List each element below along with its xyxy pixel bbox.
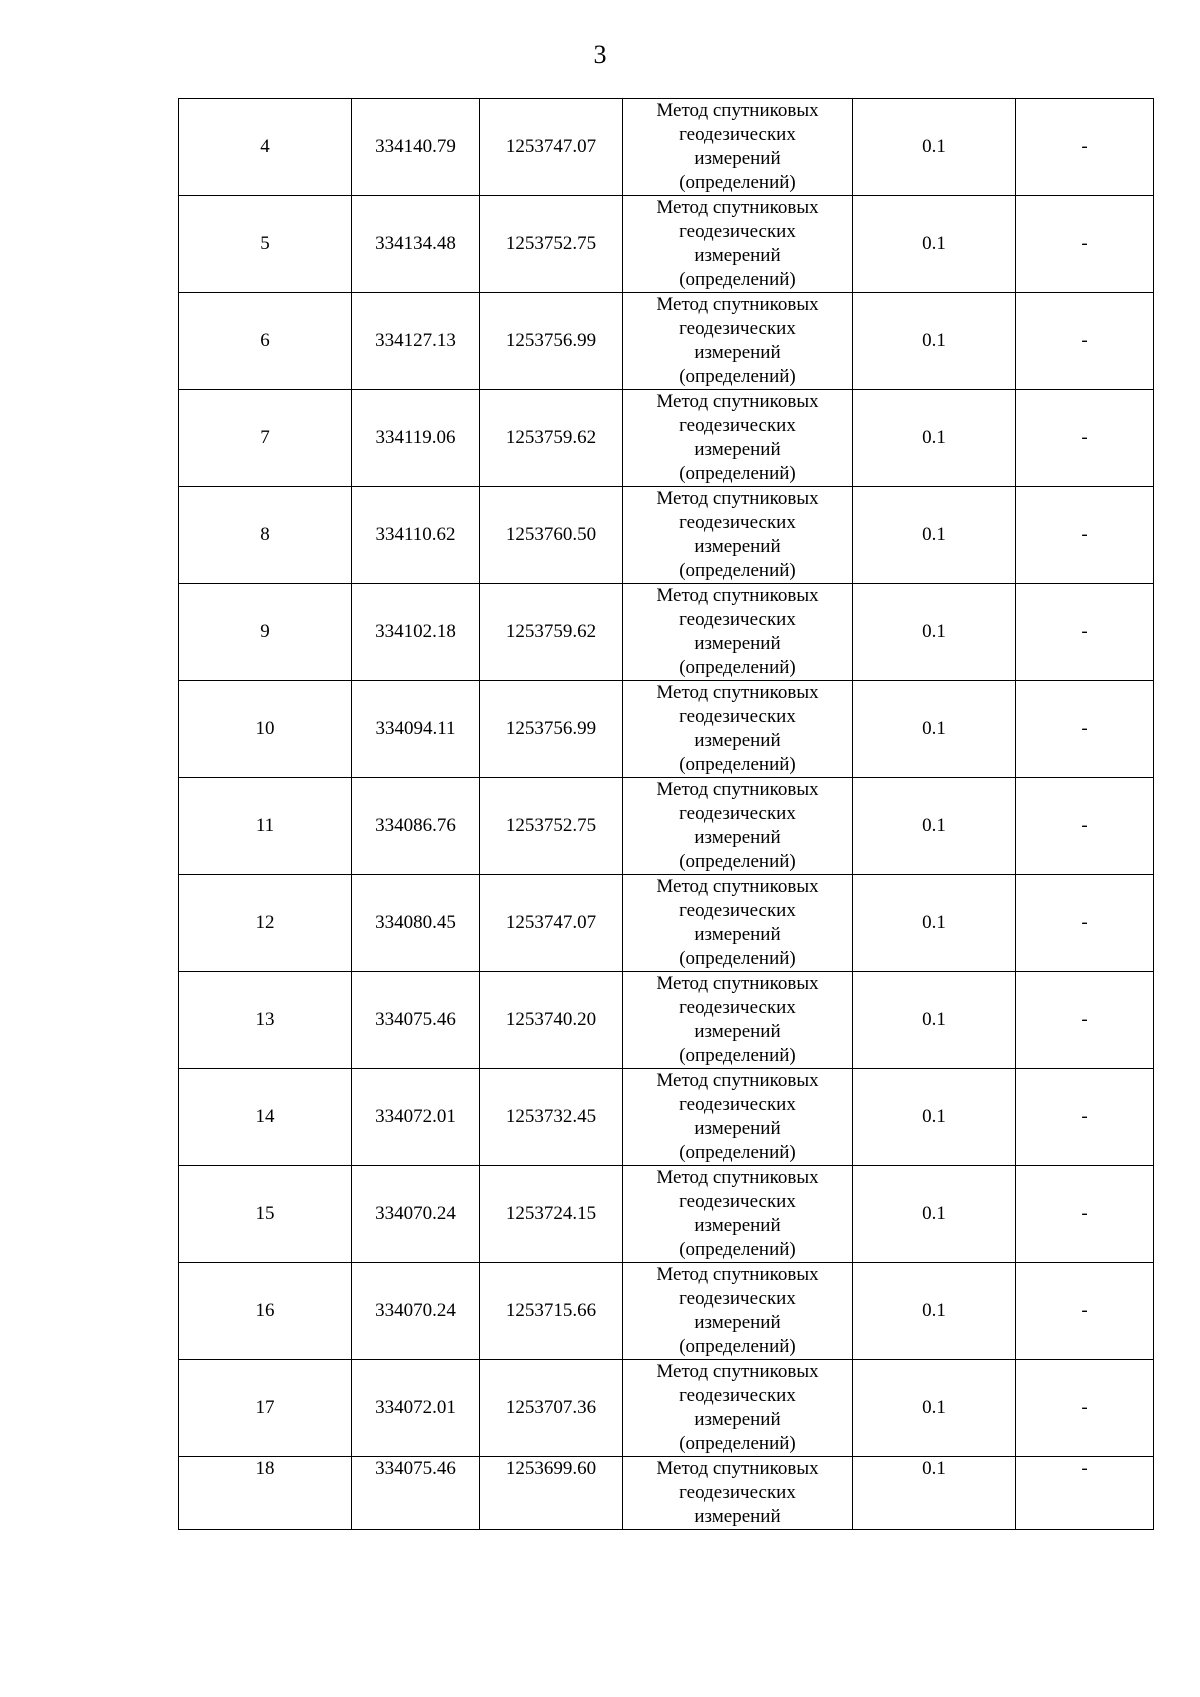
method-line: геодезических <box>679 1094 796 1115</box>
method-line: геодезических <box>679 1385 796 1406</box>
point-number-cell: 14 <box>179 1069 352 1166</box>
method-line: измерений <box>694 536 781 557</box>
point-number-cell: 16 <box>179 1263 352 1360</box>
point-number-cell: 13 <box>179 972 352 1069</box>
method-line: Метод спутниковых <box>656 1458 819 1479</box>
note-cell: - <box>1016 1360 1154 1457</box>
x-coordinate-cell: 334140.79 <box>352 99 480 196</box>
method-line: (определений) <box>679 560 796 581</box>
point-number-cell: 12 <box>179 875 352 972</box>
method-line: Метод спутниковых <box>656 876 819 897</box>
method-line: геодезических <box>679 706 796 727</box>
y-coordinate-cell: 1253756.99 <box>480 681 623 778</box>
method-line: (определений) <box>679 172 796 193</box>
method-cell <box>623 1457 853 1530</box>
x-coordinate-cell: 334094.11 <box>352 681 480 778</box>
note-cell: - <box>1016 487 1154 584</box>
y-coordinate-cell: 1253756.99 <box>480 293 623 390</box>
x-coordinate-cell: 334102.18 <box>352 584 480 681</box>
x-coordinate-cell: 334110.62 <box>352 487 480 584</box>
page-number: 3 <box>593 40 607 69</box>
method-line: измерений <box>694 730 781 751</box>
point-number-cell: 18 <box>179 1457 352 1530</box>
method-line: геодезических <box>679 1191 796 1212</box>
note-cell: - <box>1016 390 1154 487</box>
method-cell <box>623 293 853 390</box>
accuracy-cell: 0.1 <box>853 487 1016 584</box>
y-coordinate-cell: 1253707.36 <box>480 1360 623 1457</box>
table-row <box>179 972 1154 1069</box>
y-coordinate-cell: 1253759.62 <box>480 584 623 681</box>
point-number-cell: 15 <box>179 1166 352 1263</box>
table-row <box>179 99 1154 196</box>
method-line: (определений) <box>679 851 796 872</box>
method-line: Метод спутниковых <box>656 585 819 606</box>
method-line: геодезических <box>679 512 796 533</box>
y-coordinate-cell: 1253760.50 <box>480 487 623 584</box>
method-line: геодезических <box>679 415 796 436</box>
table-row <box>179 1457 1154 1530</box>
table-row <box>179 1263 1154 1360</box>
accuracy-cell: 0.1 <box>853 293 1016 390</box>
method-line: измерений <box>694 1118 781 1139</box>
note-cell: - <box>1016 99 1154 196</box>
table-body <box>179 99 1154 1530</box>
x-coordinate-cell: 334075.46 <box>352 972 480 1069</box>
method-cell <box>623 972 853 1069</box>
method-line: геодезических <box>679 609 796 630</box>
table-row <box>179 1360 1154 1457</box>
note-cell: - <box>1016 1457 1154 1530</box>
method-line: Метод спутниковых <box>656 1070 819 1091</box>
method-line: измерений <box>694 148 781 169</box>
method-line: измерений <box>694 827 781 848</box>
method-line: Метод спутниковых <box>656 1361 819 1382</box>
y-coordinate-cell: 1253747.07 <box>480 875 623 972</box>
method-line: (определений) <box>679 463 796 484</box>
method-line: (определений) <box>679 366 796 387</box>
point-number-cell: 11 <box>179 778 352 875</box>
x-coordinate-cell: 334127.13 <box>352 293 480 390</box>
note-cell: - <box>1016 778 1154 875</box>
method-line: Метод спутниковых <box>656 973 819 994</box>
x-coordinate-cell: 334070.24 <box>352 1166 480 1263</box>
accuracy-cell: 0.1 <box>853 196 1016 293</box>
y-coordinate-cell: 1253699.60 <box>480 1457 623 1530</box>
table-row <box>179 487 1154 584</box>
method-cell <box>623 875 853 972</box>
note-cell: - <box>1016 1069 1154 1166</box>
point-number-cell: 10 <box>179 681 352 778</box>
x-coordinate-cell: 334072.01 <box>352 1360 480 1457</box>
method-line: измерений <box>694 1409 781 1430</box>
x-coordinate-cell: 334119.06 <box>352 390 480 487</box>
method-line: (определений) <box>679 1045 796 1066</box>
point-number-cell: 9 <box>179 584 352 681</box>
method-line: Метод спутниковых <box>656 779 819 800</box>
method-cell <box>623 99 853 196</box>
point-number-cell: 7 <box>179 390 352 487</box>
table-row <box>179 584 1154 681</box>
x-coordinate-cell: 334080.45 <box>352 875 480 972</box>
y-coordinate-cell: 1253732.45 <box>480 1069 623 1166</box>
y-coordinate-cell: 1253740.20 <box>480 972 623 1069</box>
x-coordinate-cell: 334072.01 <box>352 1069 480 1166</box>
method-line: Метод спутниковых <box>656 488 819 509</box>
method-line: (определений) <box>679 1239 796 1260</box>
note-cell: - <box>1016 972 1154 1069</box>
method-line: геодезических <box>679 1288 796 1309</box>
method-line: (определений) <box>679 1336 796 1357</box>
x-coordinate-cell: 334086.76 <box>352 778 480 875</box>
method-line: геодезических <box>679 124 796 145</box>
method-line: (определений) <box>679 269 796 290</box>
table-row <box>179 875 1154 972</box>
point-number-cell: 17 <box>179 1360 352 1457</box>
method-line: (определений) <box>679 1142 796 1163</box>
note-cell: - <box>1016 584 1154 681</box>
method-cell <box>623 1166 853 1263</box>
method-line: измерений <box>694 439 781 460</box>
method-line: геодезических <box>679 318 796 339</box>
method-cell <box>623 1069 853 1166</box>
method-line: измерений <box>694 1215 781 1236</box>
table-row <box>179 390 1154 487</box>
note-cell: - <box>1016 293 1154 390</box>
method-line: измерений <box>694 1312 781 1333</box>
method-line: геодезических <box>679 900 796 921</box>
method-line: геодезических <box>679 803 796 824</box>
accuracy-cell: 0.1 <box>853 1360 1016 1457</box>
method-cell <box>623 390 853 487</box>
point-number-cell: 6 <box>179 293 352 390</box>
y-coordinate-cell: 1253724.15 <box>480 1166 623 1263</box>
method-line: Метод спутниковых <box>656 294 819 315</box>
accuracy-cell: 0.1 <box>853 972 1016 1069</box>
method-cell <box>623 681 853 778</box>
method-line: (определений) <box>679 657 796 678</box>
point-number-cell: 5 <box>179 196 352 293</box>
method-cell <box>623 487 853 584</box>
point-number-cell: 8 <box>179 487 352 584</box>
method-line: Метод спутниковых <box>656 197 819 218</box>
method-line: измерений <box>694 1021 781 1042</box>
y-coordinate-cell: 1253715.66 <box>480 1263 623 1360</box>
method-line: (определений) <box>679 1433 796 1454</box>
accuracy-cell: 0.1 <box>853 681 1016 778</box>
method-line: измерений <box>694 245 781 266</box>
method-line: геодезических <box>679 221 796 242</box>
table-row <box>179 1069 1154 1166</box>
method-cell <box>623 1360 853 1457</box>
note-cell: - <box>1016 196 1154 293</box>
method-line: Метод спутниковых <box>656 100 819 121</box>
method-line: (определений) <box>679 948 796 969</box>
method-line: измерений <box>694 1506 781 1527</box>
method-line: (определений) <box>679 754 796 775</box>
accuracy-cell: 0.1 <box>853 1166 1016 1263</box>
x-coordinate-cell: 334075.46 <box>352 1457 480 1530</box>
method-line: измерений <box>694 342 781 363</box>
method-line: Метод спутниковых <box>656 391 819 412</box>
y-coordinate-cell: 1253759.62 <box>480 390 623 487</box>
note-cell: - <box>1016 681 1154 778</box>
method-line: Метод спутниковых <box>656 1167 819 1188</box>
accuracy-cell: 0.1 <box>853 584 1016 681</box>
method-line: геодезических <box>679 1482 796 1503</box>
table-row <box>179 196 1154 293</box>
y-coordinate-cell: 1253752.75 <box>480 196 623 293</box>
table-row <box>179 1166 1154 1263</box>
accuracy-cell: 0.1 <box>853 390 1016 487</box>
method-line: измерений <box>694 633 781 654</box>
method-cell <box>623 778 853 875</box>
y-coordinate-cell: 1253752.75 <box>480 778 623 875</box>
method-cell <box>623 1263 853 1360</box>
point-number-cell: 4 <box>179 99 352 196</box>
method-line: измерений <box>694 924 781 945</box>
coordinates-table <box>178 98 1154 1530</box>
method-line: геодезических <box>679 997 796 1018</box>
x-coordinate-cell: 334070.24 <box>352 1263 480 1360</box>
note-cell: - <box>1016 1166 1154 1263</box>
y-coordinate-cell: 1253747.07 <box>480 99 623 196</box>
accuracy-cell: 0.1 <box>853 875 1016 972</box>
method-cell <box>623 584 853 681</box>
accuracy-cell: 0.1 <box>853 99 1016 196</box>
method-line: Метод спутниковых <box>656 1264 819 1285</box>
accuracy-cell: 0.1 <box>853 1457 1016 1530</box>
note-cell: - <box>1016 875 1154 972</box>
table-row <box>179 293 1154 390</box>
table-row <box>179 778 1154 875</box>
accuracy-cell: 0.1 <box>853 778 1016 875</box>
method-cell <box>623 196 853 293</box>
accuracy-cell: 0.1 <box>853 1069 1016 1166</box>
x-coordinate-cell: 334134.48 <box>352 196 480 293</box>
table-row <box>179 681 1154 778</box>
note-cell: - <box>1016 1263 1154 1360</box>
accuracy-cell: 0.1 <box>853 1263 1016 1360</box>
method-line: Метод спутниковых <box>656 682 819 703</box>
